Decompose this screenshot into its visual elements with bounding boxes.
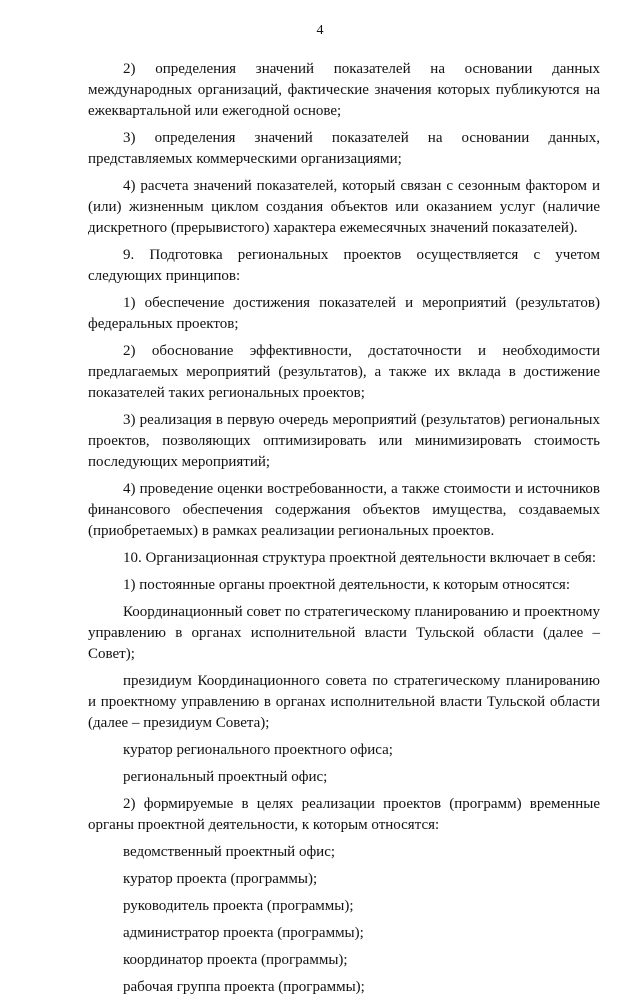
paragraph-section-9: 9. Подготовка региональных проектов осуществляется с учетом следующих принципов: bbox=[88, 247, 600, 284]
paragraph-permanent-bodies: 1) постоянные органы проектной деятельности, к которым относятся: bbox=[123, 577, 570, 593]
paragraph-section-10: 10. Организационная структура проектной деятельности включает в себя: bbox=[123, 550, 596, 566]
paragraph-regional-office-curator: куратор регионального проектного офиса; bbox=[123, 742, 393, 758]
paragraph-temporary-bodies: 2) формируемые в целях реализации проектов (программ) временные органы проектной деятельности, к которым относятся: bbox=[88, 796, 600, 833]
paragraph-departmental-office: ведомственный проектный офис; bbox=[123, 844, 336, 860]
paragraph-council-presidium: президиум Координационного совета по стратегическому планированию и проектному управлению в органах исполнительной власти Тульской области (далее – президиум Совета); bbox=[88, 673, 600, 731]
paragraph-principle-2: 2) обоснование эффективности, достаточности и необходимости предлагаемых мероприятий (результатов), а также их вклада в достижение показателей таких региональных проектов; bbox=[88, 343, 600, 401]
paragraph-project-manager: руководитель проекта (программы); bbox=[123, 898, 354, 914]
paragraph-item-2-international-data: 2) определения значений показателей на основании данных международных организаций, фактические значения которых публикуются на ежеквартальной или ежегодной основе; bbox=[88, 61, 600, 119]
paragraph-item-4-seasonal-calculation: 4) расчета значений показателей, который связан с сезонным фактором и (или) жизненным циклом создания объектов или оказанием услуг (наличие дискретного (прерывистого) характера ежемесячных значений показателей). bbox=[88, 178, 600, 236]
paragraph-coordination-council: Координационный совет по стратегическому планированию и проектному управлению в органах исполнительной власти Тульской области (далее – Совет); bbox=[88, 604, 600, 662]
paragraph-item-3-commercial-data: 3) определения значений показателей на основании данных, представляемых коммерческими организациями; bbox=[88, 130, 600, 167]
paragraph-project-working-group: рабочая группа проекта (программы); bbox=[123, 979, 365, 995]
document-body bbox=[88, 59, 600, 998]
paragraph-project-administrator: администратор проекта (программы); bbox=[123, 925, 364, 941]
paragraph-project-curator: куратор проекта (программы); bbox=[123, 871, 318, 887]
paragraph-principle-3: 3) реализация в первую очередь мероприятий (результатов) региональных проектов, позволяющих оптимизировать или минимизировать стоимость последующих мероприятий; bbox=[88, 412, 600, 470]
paragraph-project-coordinator: координатор проекта (программы); bbox=[123, 952, 348, 968]
page-number: 4 bbox=[316, 23, 324, 38]
paragraph-regional-project-office: региональный проектный офис; bbox=[123, 769, 328, 785]
paragraph-principle-4: 4) проведение оценки востребованности, а также стоимости и источников финансового обеспечения содержания объектов имущества, создаваемых (приобретаемых) в рамках реализации региональных проектов. bbox=[88, 481, 600, 539]
paragraph-principle-1: 1) обеспечение достижения показателей и мероприятий (результатов) федеральных проектов; bbox=[88, 295, 600, 332]
